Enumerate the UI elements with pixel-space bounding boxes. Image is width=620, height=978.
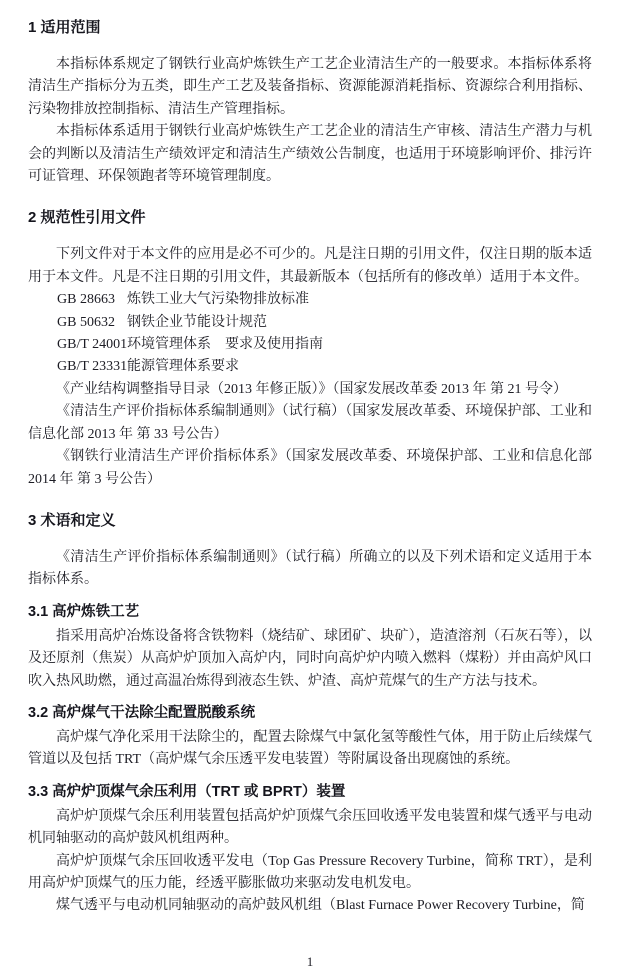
section-3-2-paragraph: 高炉煤气净化采用干法除尘的，配置去除煤气中氯化氢等酸性气体，用于防止后续煤气管道以及包括 TRT（高炉煤气余压透平发电装置）等附属设备出现腐蚀的系统。 — [28, 729, 592, 768]
standard-row — [28, 312, 592, 334]
standard-title: 炼铁工业大气污染物排放标准 — [127, 292, 309, 308]
section-3-3-paragraph-1: 高炉炉顶煤气余压利用装置包括高炉炉顶煤气余压回收透平发电装置和煤气透平与电动机同轴驱动的高炉鼓风机组两种。 — [28, 808, 592, 847]
section-3-heading: 3 术语和定义 — [28, 511, 116, 529]
section-3-1-paragraph: 指采用高炉冶炼设备将含铁物料（烧结矿、球团矿、块矿），造渣溶剂（石灰石等），以及还原剂（焦炭）从高炉炉顶加入高炉内，同时向高炉炉内喷入燃料（煤粉）并由高炉风口吹入热风助燃，通过高温冶炼得到液态生铁、炉渣、高炉荒煤气的生产方法与技术。 — [28, 628, 592, 689]
section-1-heading: 1 适用范围 — [28, 19, 101, 36]
standard-title: 环境管理体系 要求及使用指南 — [127, 337, 323, 353]
standard-code: GB/T 24001 — [57, 337, 128, 353]
section-3-1-heading: 3.1 高炉炼铁工艺 — [28, 603, 140, 620]
section-1-paragraph-2: 本指标体系适用于钢铁行业高炉炼铁生产工艺企业的清洁生产审核、清洁生产潜力与机会的判断以及清洁生产绩效评定和清洁生产绩效公告制度，也适用于环境影响评价、排污许可证管理、环保领跑者等环境管理制度。 — [28, 124, 592, 185]
section-3-3-paragraph-3: 煤气透平与电动机同轴驱动的高炉鼓风机组（Blast Furnace Power Recovery Turbine，简 — [56, 898, 585, 914]
page-number: 1 — [306, 954, 314, 969]
section-3-3-paragraph-2: 高炉炉顶煤气余压回收透平发电（Top Gas Pressure Recovery Turbine，简称 TRT），是利用高炉炉顶煤气的压力能，经透平膨胀做功来驱动发电机发电。 — [28, 853, 592, 891]
section-2-intro: 下列文件对于本文件的应用是必不可少的。凡是注日期的引用文件，仅注日期的版本适用于本文件。凡是不注日期的引用文件，其最新版本（包括所有的修改单）适用于本文件。 — [28, 247, 592, 285]
standard-code: GB/T 23331 — [57, 359, 128, 375]
standard-code: GB 28663 — [57, 292, 115, 308]
standard-row — [28, 356, 592, 378]
reference-item: 《清洁生产评价指标体系编制通则》（试行稿）（国家发展改革委、环境保护部、工业和信息化部 2013 年 第 33 号公告） — [28, 404, 592, 442]
section-1-paragraph-1: 本指标体系规定了钢铁行业高炉炼铁生产工艺企业清洁生产的一般要求。本指标体系将清洁生产指标分为五类，即生产工艺及装备指标、资源能源消耗指标、资源综合利用指标、污染物排放控制指标、清洁生产管理指标。 — [28, 57, 592, 117]
section-2-heading: 2 规范性引用文件 — [28, 209, 146, 227]
section-3-2-heading: 3.2 高炉煤气干法除尘配置脱酸系统 — [28, 704, 256, 721]
reference-item: 《产业结构调整指导目录（2013 年修正版）》（国家发展改革委 2013 年 第 21 号令） — [56, 381, 567, 397]
standard-title: 钢铁企业节能设计规范 — [127, 314, 267, 330]
standard-title: 能源管理体系要求 — [127, 359, 239, 375]
reference-item: 《钢铁行业清洁生产评价指标体系》（国家发展改革委、环境保护部、工业和信息化部 2014 年 第 3 号公告） — [28, 449, 592, 487]
standard-row — [28, 289, 592, 311]
section-3-3-heading: 3.3 高炉炉顶煤气余压利用（TRT 或 BPRT）装置 — [28, 783, 346, 800]
standard-row — [28, 334, 592, 356]
standard-code: GB 50632 — [57, 314, 115, 330]
section-3-intro: 《清洁生产评价指标体系编制通则》（试行稿）所确立的以及下列术语和定义适用于本指标体系。 — [28, 549, 592, 588]
